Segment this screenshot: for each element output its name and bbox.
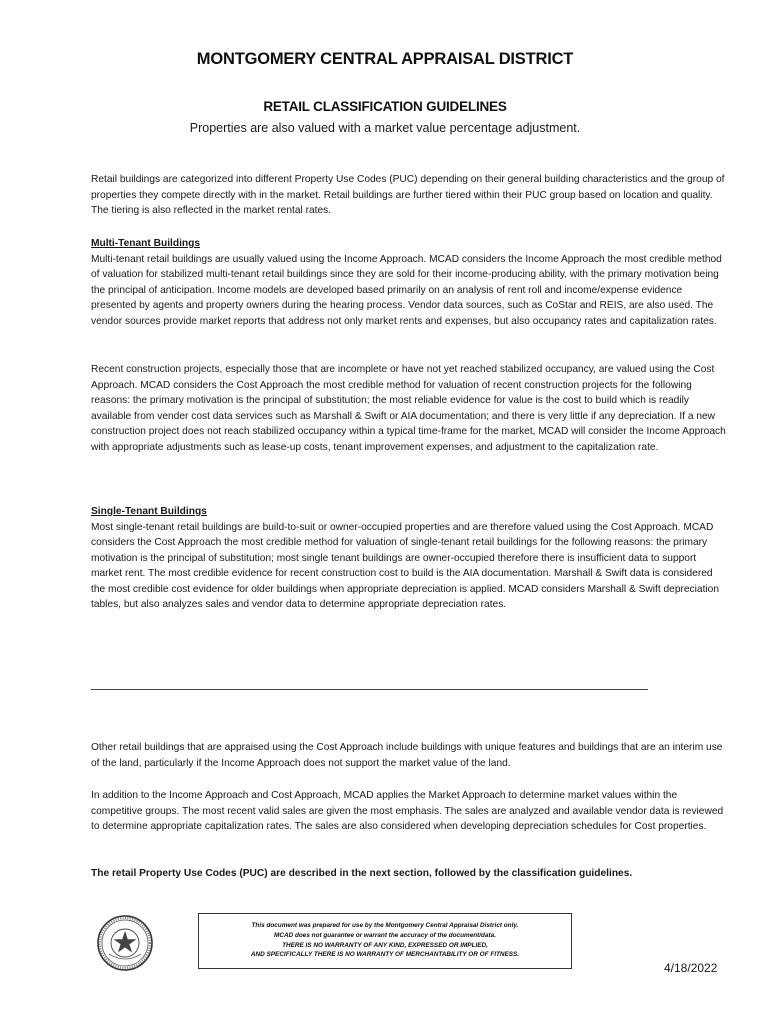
market-approach-section: [91, 788, 727, 835]
disclaimer-line: MCAD does not guarantee or warrant the accuracy of the document/data.: [274, 931, 496, 939]
closing-section: [91, 866, 727, 882]
other-paragraph-2: In addition to the Income Approach and Cost Approach, MCAD applies the Market Approach to determine market values within the competitive groups. The most recent valid sales are given the most emphasis. The sales are analyzed and available vendor data is reviewed to determine appropriate capitalization rates. The sales are also considered when developing depreciation schedules for Cost properties.: [91, 790, 724, 832]
multi-tenant-paragraph-1: Multi-tenant retail buildings are usually valued using the Income Approach. MCAD considers the Income Approach the most credible method of valuation for stabilized multi-tenant retail buildings since they are sold for their income-producing ability, with the primary motivation being the principal of anticipation. Income models are developed based primarily on an analysis of rent roll and income/expense evidence presented by agents and property owners during the hearing process. Vendor data sources, such as CoStar and REIS, are also used. The vendor sources provide market reports that address not only market rents and expenses, but also occupancy rates and capitalization rates.: [91, 253, 722, 327]
multi-tenant-heading: Multi-Tenant Buildings: [91, 238, 201, 249]
other-paragraph-1: Other retail buildings that are appraised using the Cost Approach include buildings with unique features and buildings that are an interim use of the land, particularly if the Income Approach does not support the market value of the land.: [91, 742, 723, 769]
document-tagline: Properties are also valued with a market value percentage adjustment.: [189, 121, 581, 135]
multi-tenant-paragraph-2: Recent construction projects, especially those that are incomplete or have not yet reached stabilized occupancy, are valued using the Cost Approach. MCAD considers the Cost Approach the most credible method for valuation of recent construction projects for the following reasons: the primary motivation is the principal of substitution; the most reliable evidence for value is the cost to build which is readily available from vender cost data services such as Marshall & Swift or AIA documentation; and there is very little if any depreciation. If a new construction project does not reach stabilized occupancy within a typical time-frame for the market, MCAD will consider the Income Approach with appropriate adjustments such as lease-up costs, tenant improvement expenses, and adjustment to the capitalization rate.: [91, 364, 726, 453]
other-section: [91, 740, 727, 771]
single-tenant-section: [91, 504, 727, 613]
multi-tenant-section: [91, 236, 727, 329]
disclaimer-line: THERE IS NO WARRANTY OF ANY KIND, EXPRESSED OR IMPLIED,: [282, 941, 488, 949]
multi-tenant-section-continued: [91, 362, 727, 455]
disclaimer-line: AND SPECIFICALLY THERE IS NO WARRANTY OF MERCHANTABILITY OR OF FITNESS.: [250, 951, 520, 959]
document-date: 4/18/2022: [664, 961, 718, 975]
single-tenant-heading: Single-Tenant Buildings: [91, 506, 207, 517]
county-seal-icon: [96, 914, 154, 972]
document-title: MONTGOMERY CENTRAL APPRAISAL DISTRICT: [196, 50, 574, 68]
closing-line: The retail Property Use Codes (PUC) are described in the next section, followed by the classification guidelines.: [91, 868, 633, 879]
intro-section: [91, 172, 727, 219]
intro-paragraph: Retail buildings are categorized into different Property Use Codes (PUC) depending on their general building characteristics and the group of properties they compete directly with in the market. Retail buildings are further tiered within their PUC group based on location and quality. The tiering is also reflected in the market rental rates.: [91, 174, 725, 216]
single-tenant-paragraph: Most single-tenant retail buildings are build-to-suit or owner-occupied properties and are therefore valued using the Cost Approach. MCAD considers the Cost Approach the most credible method for valuation of single-tenant retail buildings for the following reasons: the primary motivation is the principal of substitution; most single tenant buildings are owner-occupied therefore there is insufficient data to support market rent. The most credible evidence for recent construction cost to build is the AIA documentation. Marshall & Swift data is considered the most credible cost evidence for older buildings when appropriate depreciation is applied. MCAD considers Marshall & Swift depreciation tables, but also analyzes sales and vendor data to determine appropriate depreciation rates.: [91, 521, 719, 610]
document-subtitle: RETAIL CLASSIFICATION GUIDELINES: [263, 99, 507, 114]
disclaimer-box: [198, 913, 572, 969]
disclaimer-line: This document was prepared for use by the Montgomery Central Appraisal District only.: [251, 922, 519, 929]
section-divider: [91, 689, 648, 690]
